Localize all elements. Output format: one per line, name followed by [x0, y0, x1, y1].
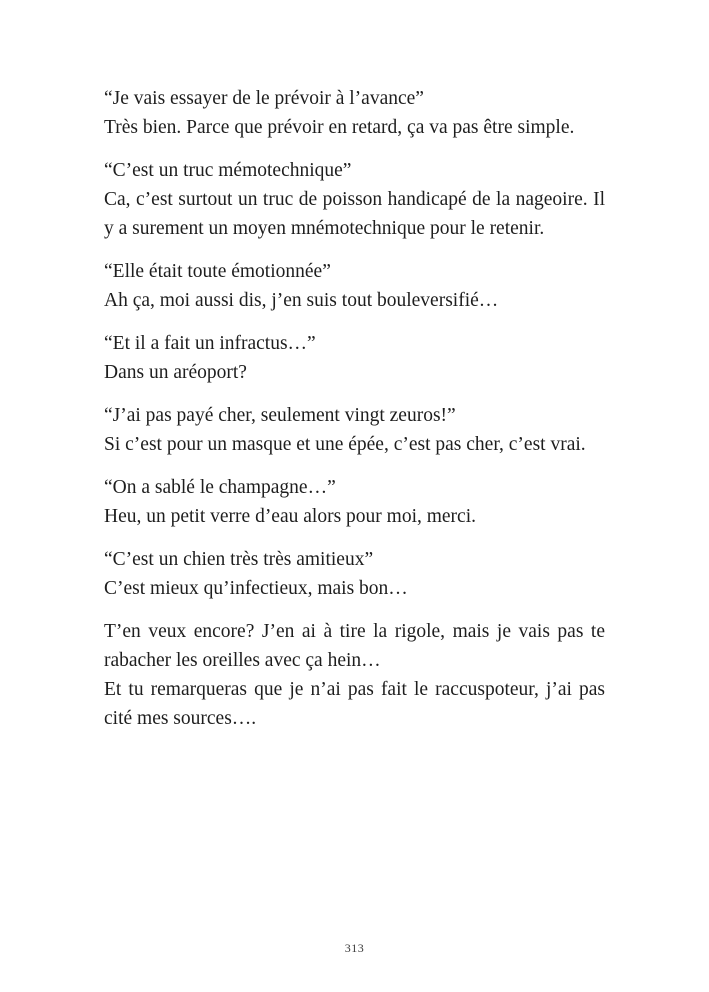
text-block — [104, 84, 605, 747]
text-line: “Elle était toute émotionnée” — [104, 261, 331, 282]
paragraph — [104, 401, 605, 459]
paragraph — [104, 473, 605, 531]
paragraph — [104, 617, 605, 733]
paragraph — [104, 84, 605, 142]
text-line: “J’ai pas payé cher, seulement vingt zeuros!” — [104, 405, 456, 426]
text-line: Heu, un petit verre d’eau alors pour moi, merci. — [104, 506, 476, 527]
text-line: Ca, c’est surtout un truc de poisson handicapé de la nageoire. Il y a surement un moyen mnémotechnique pour le retenir. — [104, 189, 605, 239]
text-line: Dans un aréoport? — [104, 362, 247, 383]
text-line: C’est mieux qu’infectieux, mais bon… — [104, 578, 408, 599]
text-line: T’en veux encore? J’en ai à tire la rigole, mais je vais pas te rabacher les oreilles avec ça hein… — [104, 621, 605, 671]
text-line: “On a sablé le champagne…” — [104, 477, 336, 498]
page-number: 313 — [344, 941, 365, 955]
text-line: Ah ça, moi aussi dis, j’en suis tout bouleversifié… — [104, 290, 499, 311]
text-line: “Et il a fait un infractus…” — [104, 333, 316, 354]
text-line: “C’est un truc mémotechnique” — [104, 160, 352, 181]
text-line: Et tu remarqueras que je n’ai pas fait le raccuspoteur, j’ai pas cité mes sources…. — [104, 679, 605, 729]
paragraph — [104, 545, 605, 603]
text-line: “Je vais essayer de le prévoir à l’avance” — [104, 88, 424, 109]
paragraph — [104, 329, 605, 387]
paragraph — [104, 156, 605, 243]
text-line: “C’est un chien très très amitieux” — [104, 549, 374, 570]
paragraph — [104, 257, 605, 315]
text-line: Très bien. Parce que prévoir en retard, ça va pas être simple. — [104, 117, 575, 138]
text-line: Si c’est pour un masque et une épée, c’est pas cher, c’est vrai. — [104, 434, 586, 455]
